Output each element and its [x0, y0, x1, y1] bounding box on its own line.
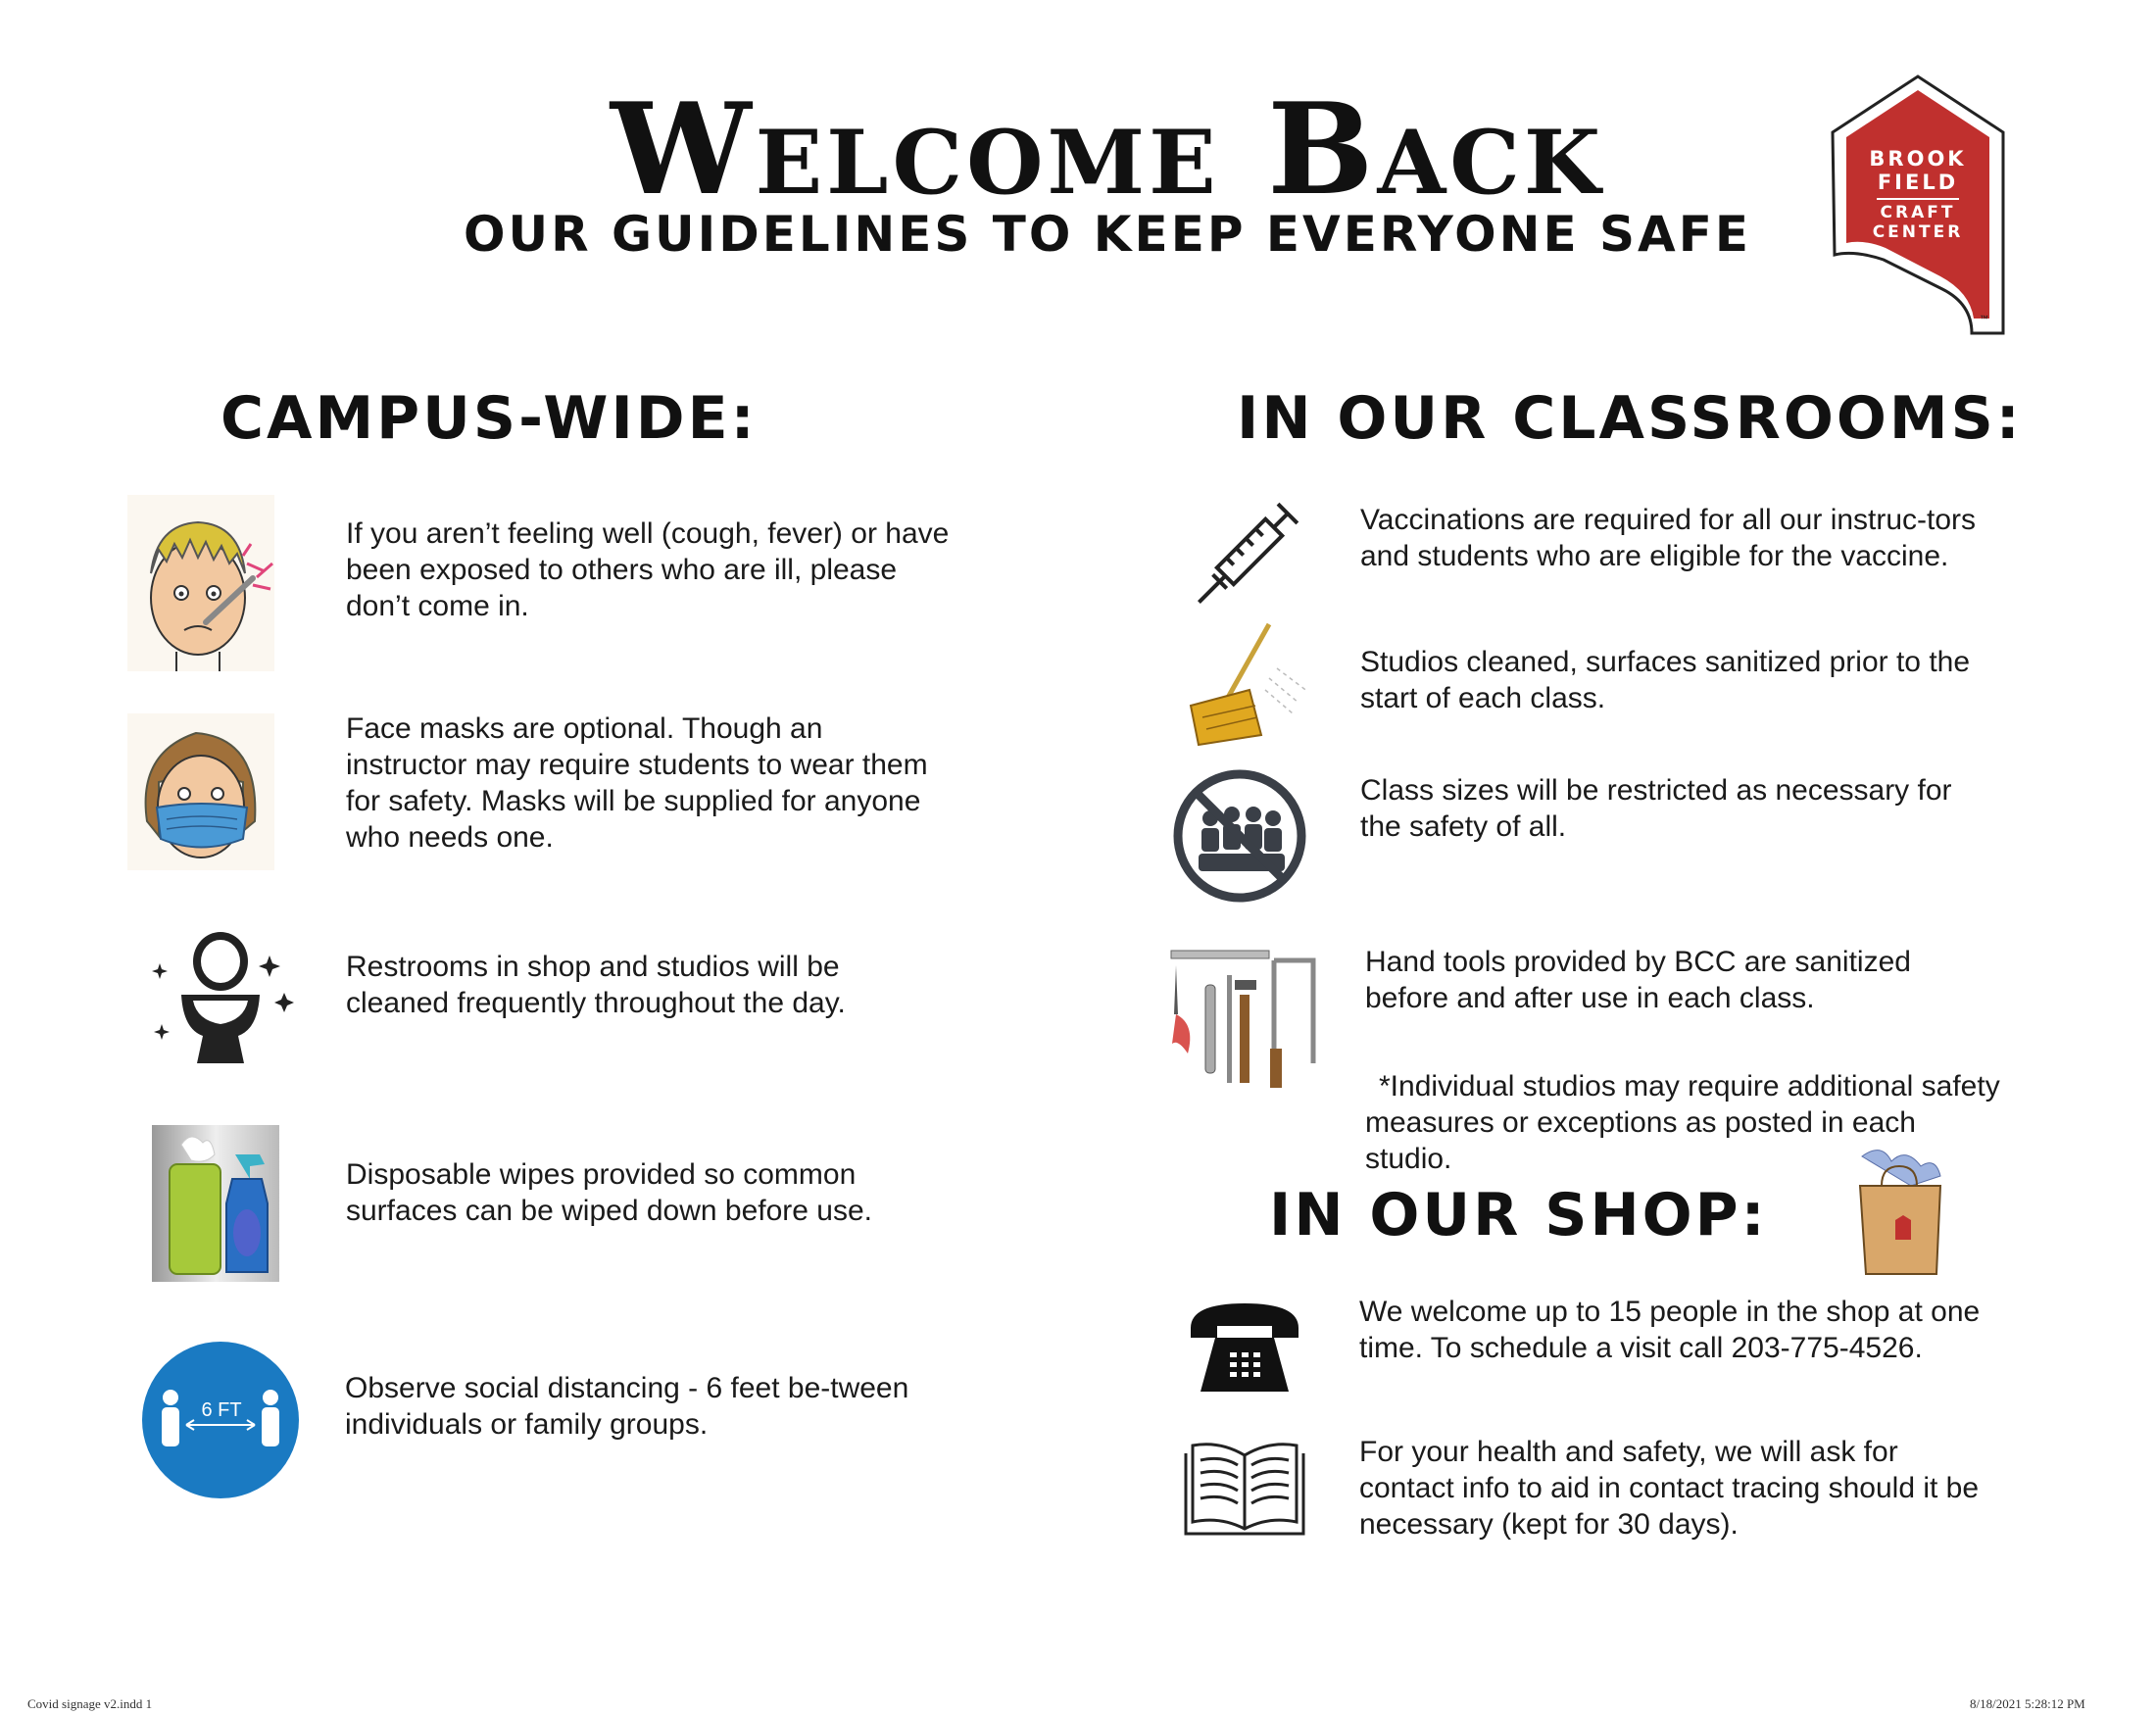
page-subtitle: OUR GUIDELINES TO KEEP EVERYONE SAFE	[463, 206, 1752, 263]
classroom-item-2-text: Studios cleaned, surfaces sanitized prior to the start of each class.	[1360, 646, 1971, 714]
face-mask-person-icon	[127, 713, 274, 875]
clean-toilet-icon	[142, 926, 299, 1078]
logo-trademark: ™	[1980, 314, 1988, 323]
campus-item-4-text: Disposable wipes provided so common surfaces can be wiped down before use.	[346, 1158, 872, 1227]
no-crowds-icon	[1171, 767, 1308, 909]
shop-heading: IN OUR SHOP:	[1269, 1181, 1768, 1250]
open-book-icon	[1181, 1436, 1308, 1544]
logo-text-field: FIELD	[1877, 171, 1959, 194]
classroom-item-1-text: Vaccinations are required for all our instruc-tors and students who are eligible for the vaccine.	[1360, 504, 1977, 572]
social-distance-icon	[141, 1341, 300, 1504]
social-distance-label: 6 FT	[201, 1399, 242, 1421]
classroom-item-4-text: Hand tools provided by BCC are sanitized before and after use in each class.	[1365, 946, 1911, 1014]
classroom-note: *Individual studios may require additional safety measures or exceptions as posted in each studio.	[1365, 1070, 2000, 1175]
syringe-icon	[1186, 480, 1323, 617]
brookfield-logo	[1825, 69, 2011, 343]
campus-item-5-text: Observe social distancing - 6 feet be-tween individuals or family groups.	[345, 1372, 909, 1441]
shop-item-2-text: For your health and safety, we will ask for contact info to aid in contact tracing should it be necessary (kept for 30 days).	[1359, 1436, 1980, 1541]
hand-tools-icon	[1166, 946, 1333, 1098]
footer-right: 8/18/2021 5:28:12 PM	[1970, 1696, 2085, 1711]
campus-item-3-text: Restrooms in shop and studios will be cleaned frequently throughout the day.	[346, 951, 846, 1019]
logo-text-brook: BROOK	[1869, 147, 1967, 171]
campus-item-1-text: If you aren’t feeling well (cough, fever) or have been exposed to others who are ill, please don’t come in.	[346, 517, 950, 622]
telephone-icon	[1186, 1298, 1303, 1401]
campus-item-2-text: Face masks are optional. Though an instructor may require students to wear them for safety. Masks will be supplied for anyone who needs one.	[346, 712, 928, 854]
sick-person-thermometer-icon	[127, 495, 274, 676]
logo-text-center: CENTER	[1872, 222, 1964, 242]
broom-icon	[1171, 619, 1318, 752]
campus-heading: CAMPUS-WIDE:	[220, 384, 758, 453]
classrooms-heading: IN OUR CLASSROOMS:	[1237, 384, 2023, 453]
classroom-item-3-text: Class sizes will be restricted as necessary for the safety of all.	[1360, 774, 1952, 843]
footer-left: Covid signage v2.indd 1	[27, 1696, 153, 1711]
logo-text-craft: CRAFT	[1880, 203, 1956, 222]
shop-item-1-text: We welcome up to 15 people in the shop at one time. To schedule a visit call 203-775-4526.	[1359, 1296, 1981, 1364]
page-title: Welcome Back	[610, 76, 1605, 223]
wipes-spray-bottle-icon	[152, 1125, 279, 1287]
gift-bag-icon	[1842, 1147, 1960, 1289]
